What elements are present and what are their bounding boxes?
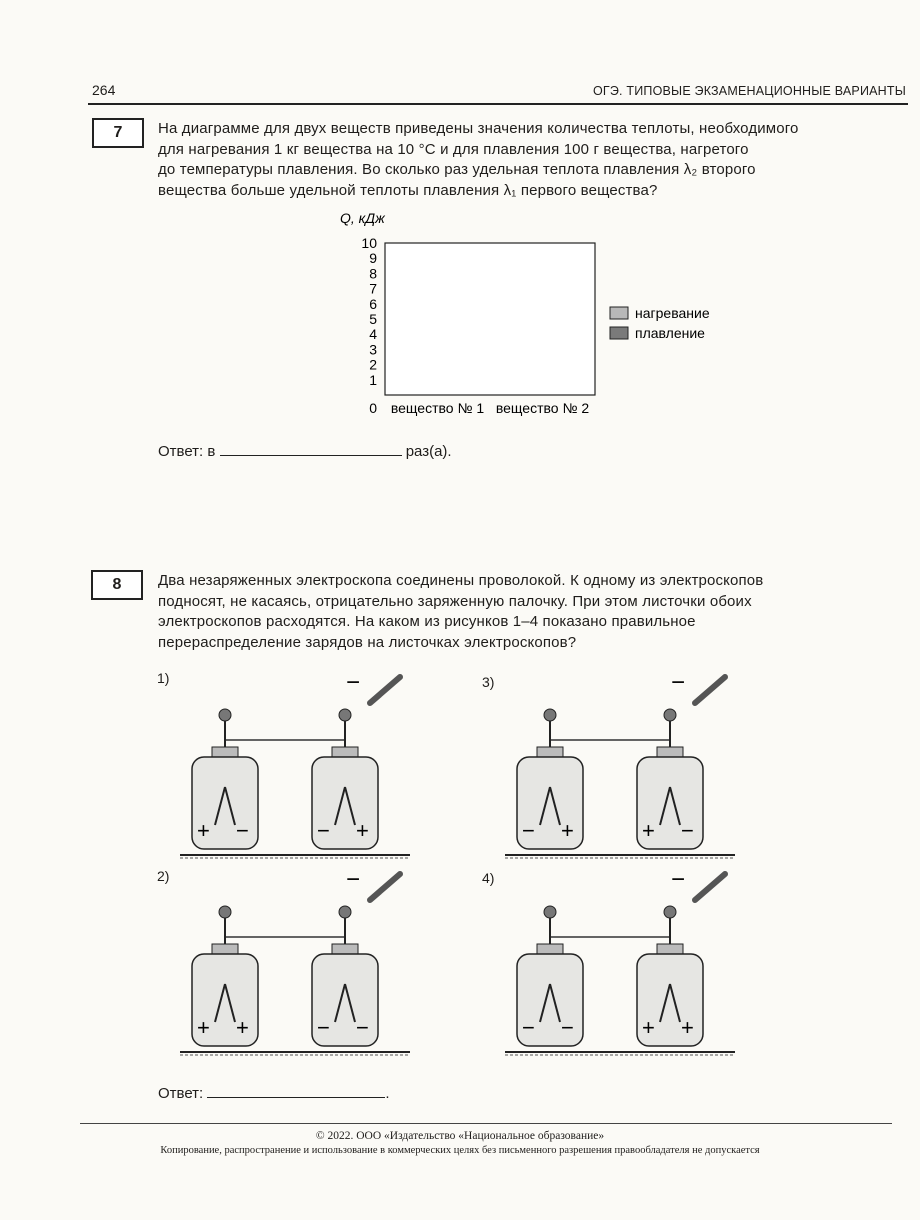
rod-body	[370, 874, 400, 900]
chart-category-label: вещество № 1	[390, 400, 485, 416]
leaf-charge-sign: −	[522, 1015, 535, 1040]
charged-rod	[346, 866, 400, 900]
task7-answer-prefix: Ответ: в	[158, 443, 216, 460]
rod-charge-sign: −	[346, 669, 361, 696]
electroscope-stopper	[332, 747, 358, 757]
figure-4-label: 4)	[482, 870, 495, 886]
chart-legend	[610, 305, 710, 341]
electroscope-stopper	[332, 944, 358, 954]
page-number: 264	[92, 82, 116, 98]
chart-category-label: вещество № 2	[495, 400, 590, 416]
leaf-charge-sign: +	[197, 818, 210, 843]
electroscope-pair	[180, 866, 410, 1055]
electroscope-stopper	[537, 944, 563, 954]
electroscope-pair	[180, 669, 410, 858]
task7-text-line: до температуры плавления. Во сколько раз удельная теплота плавления λ₂ второго	[158, 161, 756, 178]
chart-y-tick-label: 10	[361, 235, 377, 251]
electroscope-ball	[664, 709, 676, 721]
charged-rod	[671, 669, 725, 703]
chart-legend-label: плавление	[635, 325, 705, 341]
task8-text-line: подносят, не касаясь, отрицательно заряженную палочку. При этом листочки обоих	[158, 592, 752, 610]
chart-legend-label: нагревание	[635, 305, 710, 321]
electroscope-pair	[505, 669, 735, 858]
electroscope-stopper	[537, 747, 563, 757]
leaf-charge-sign: +	[561, 818, 574, 843]
leaf-charge-sign: −	[317, 1015, 330, 1040]
task7-answer-field[interactable]	[220, 441, 402, 456]
task8-text-line: перераспределение зарядов на листочках электроскопов?	[158, 633, 577, 651]
figure-4-electroscopes	[505, 862, 745, 1062]
rod-body	[695, 677, 725, 703]
task8-answer-line	[158, 1083, 390, 1102]
task7-answer-suffix: раз(а).	[405, 443, 452, 460]
running-title: ОГЭ. ТИПОВЫЕ ЭКЗАМЕНАЦИОННЫЕ ВАРИАНТЫ	[592, 84, 906, 98]
right-electroscope	[637, 709, 703, 849]
chart-y-tick-label: 9	[369, 250, 377, 267]
electroscope-ball	[664, 906, 676, 918]
left-electroscope	[192, 906, 258, 1046]
chart-ticks	[361, 235, 377, 416]
left-electroscope	[517, 709, 583, 849]
task7-text-line: вещества больше удельной теплоты плавления λ₁ первого вещества?	[158, 181, 658, 199]
electroscope-ball	[339, 906, 351, 918]
leaf-charge-sign: −	[522, 818, 535, 843]
chart-y-tick-label: 1	[369, 371, 377, 388]
chart-y-tick-label: 7	[369, 280, 377, 297]
leaf-charge-sign: +	[356, 818, 369, 843]
chart-legend-swatch	[610, 327, 628, 339]
electroscope-ball	[219, 709, 231, 721]
figure-2-label: 2)	[157, 868, 170, 884]
figure-3-label: 3)	[482, 674, 495, 690]
right-electroscope	[637, 906, 703, 1046]
leaf-charge-sign: +	[236, 1015, 249, 1040]
leaf-charge-sign: −	[317, 818, 330, 843]
chart-y-tick-label: 2	[369, 356, 377, 373]
electroscope-ball	[339, 709, 351, 721]
task8-number-box: 8	[91, 570, 143, 600]
electroscope-ball	[544, 709, 556, 721]
task8-answer-suffix: .	[385, 1085, 390, 1102]
task7-number-box: 7	[92, 118, 144, 148]
footer-copyright: © 2022. ООО «Издательство «Национальное образование»	[315, 1130, 605, 1142]
figure-1-electroscopes	[180, 665, 420, 865]
footer-divider	[80, 1123, 892, 1124]
charged-rod	[671, 866, 725, 900]
task7-text	[158, 119, 799, 201]
chart-y-tick-label: 5	[369, 311, 377, 327]
figure-3-electroscopes	[505, 665, 745, 865]
task8-text-line: Два незаряженных электроскопа соединены проволокой. К одному из электроскопов	[158, 572, 764, 589]
electroscope-pair	[505, 866, 735, 1055]
leaf-charge-sign: +	[642, 1015, 655, 1040]
task8-answer-field[interactable]	[207, 1083, 385, 1098]
electroscope-stopper	[657, 944, 683, 954]
leaf-charge-sign: −	[236, 818, 249, 843]
rod-body	[370, 677, 400, 703]
chart-axes	[385, 243, 595, 395]
leaf-charge-sign: +	[197, 1015, 210, 1040]
leaf-charge-sign: −	[356, 1015, 369, 1040]
chart-y-axis-label: Q, кДж	[340, 210, 385, 226]
electroscope-stopper	[657, 747, 683, 757]
electroscope-stopper	[212, 747, 238, 757]
chart-legend-swatch	[610, 307, 628, 319]
figure-1-label: 1)	[157, 670, 170, 686]
chart-y-tick-label: 6	[369, 295, 377, 312]
left-electroscope	[517, 906, 583, 1046]
electroscope-stopper	[212, 944, 238, 954]
rod-charge-sign: −	[346, 866, 361, 893]
task7-text-line: для нагревания 1 кг вещества на 10 °С и для плавления 100 г вещества, нагретого	[158, 140, 749, 158]
leaf-charge-sign: +	[642, 818, 655, 843]
chart-y-tick-label: 4	[369, 326, 377, 343]
footer-notice: Копирование, распространение и использование в коммерческих целях без письменного разрешения правообладателя не допускается	[160, 1145, 760, 1156]
chart-y-tick-label: 3	[369, 341, 377, 358]
right-electroscope	[312, 709, 378, 849]
rod-charge-sign: −	[671, 866, 686, 893]
chart-y-tick-label: 8	[369, 265, 377, 282]
leaf-charge-sign: −	[681, 818, 694, 843]
charged-rod	[346, 669, 400, 703]
figure-2-electroscopes	[180, 862, 420, 1062]
rod-charge-sign: −	[671, 669, 686, 696]
leaf-charge-sign: −	[561, 1015, 574, 1040]
chart-categories	[391, 400, 589, 416]
electroscope-ball	[219, 906, 231, 918]
leaf-charge-sign: +	[681, 1015, 694, 1040]
chart-y-tick-label: 0	[369, 400, 377, 416]
left-electroscope	[192, 709, 258, 849]
task8-text-line: электроскопов расходятся. На каком из рисунков 1–4 показано правильное	[158, 613, 696, 630]
header-divider	[88, 103, 908, 105]
electroscope-ball	[544, 906, 556, 918]
task7-answer-line	[158, 441, 452, 460]
task7-text-line: На диаграмме для двух веществ приведены значения количества теплоты, необходимого	[158, 120, 799, 137]
heat-bar-chart	[320, 205, 740, 430]
rod-body	[695, 874, 725, 900]
task8-text	[158, 571, 763, 653]
task8-answer-prefix: Ответ:	[158, 1085, 204, 1102]
right-electroscope	[312, 906, 378, 1046]
chart-plot-frame	[385, 243, 595, 395]
